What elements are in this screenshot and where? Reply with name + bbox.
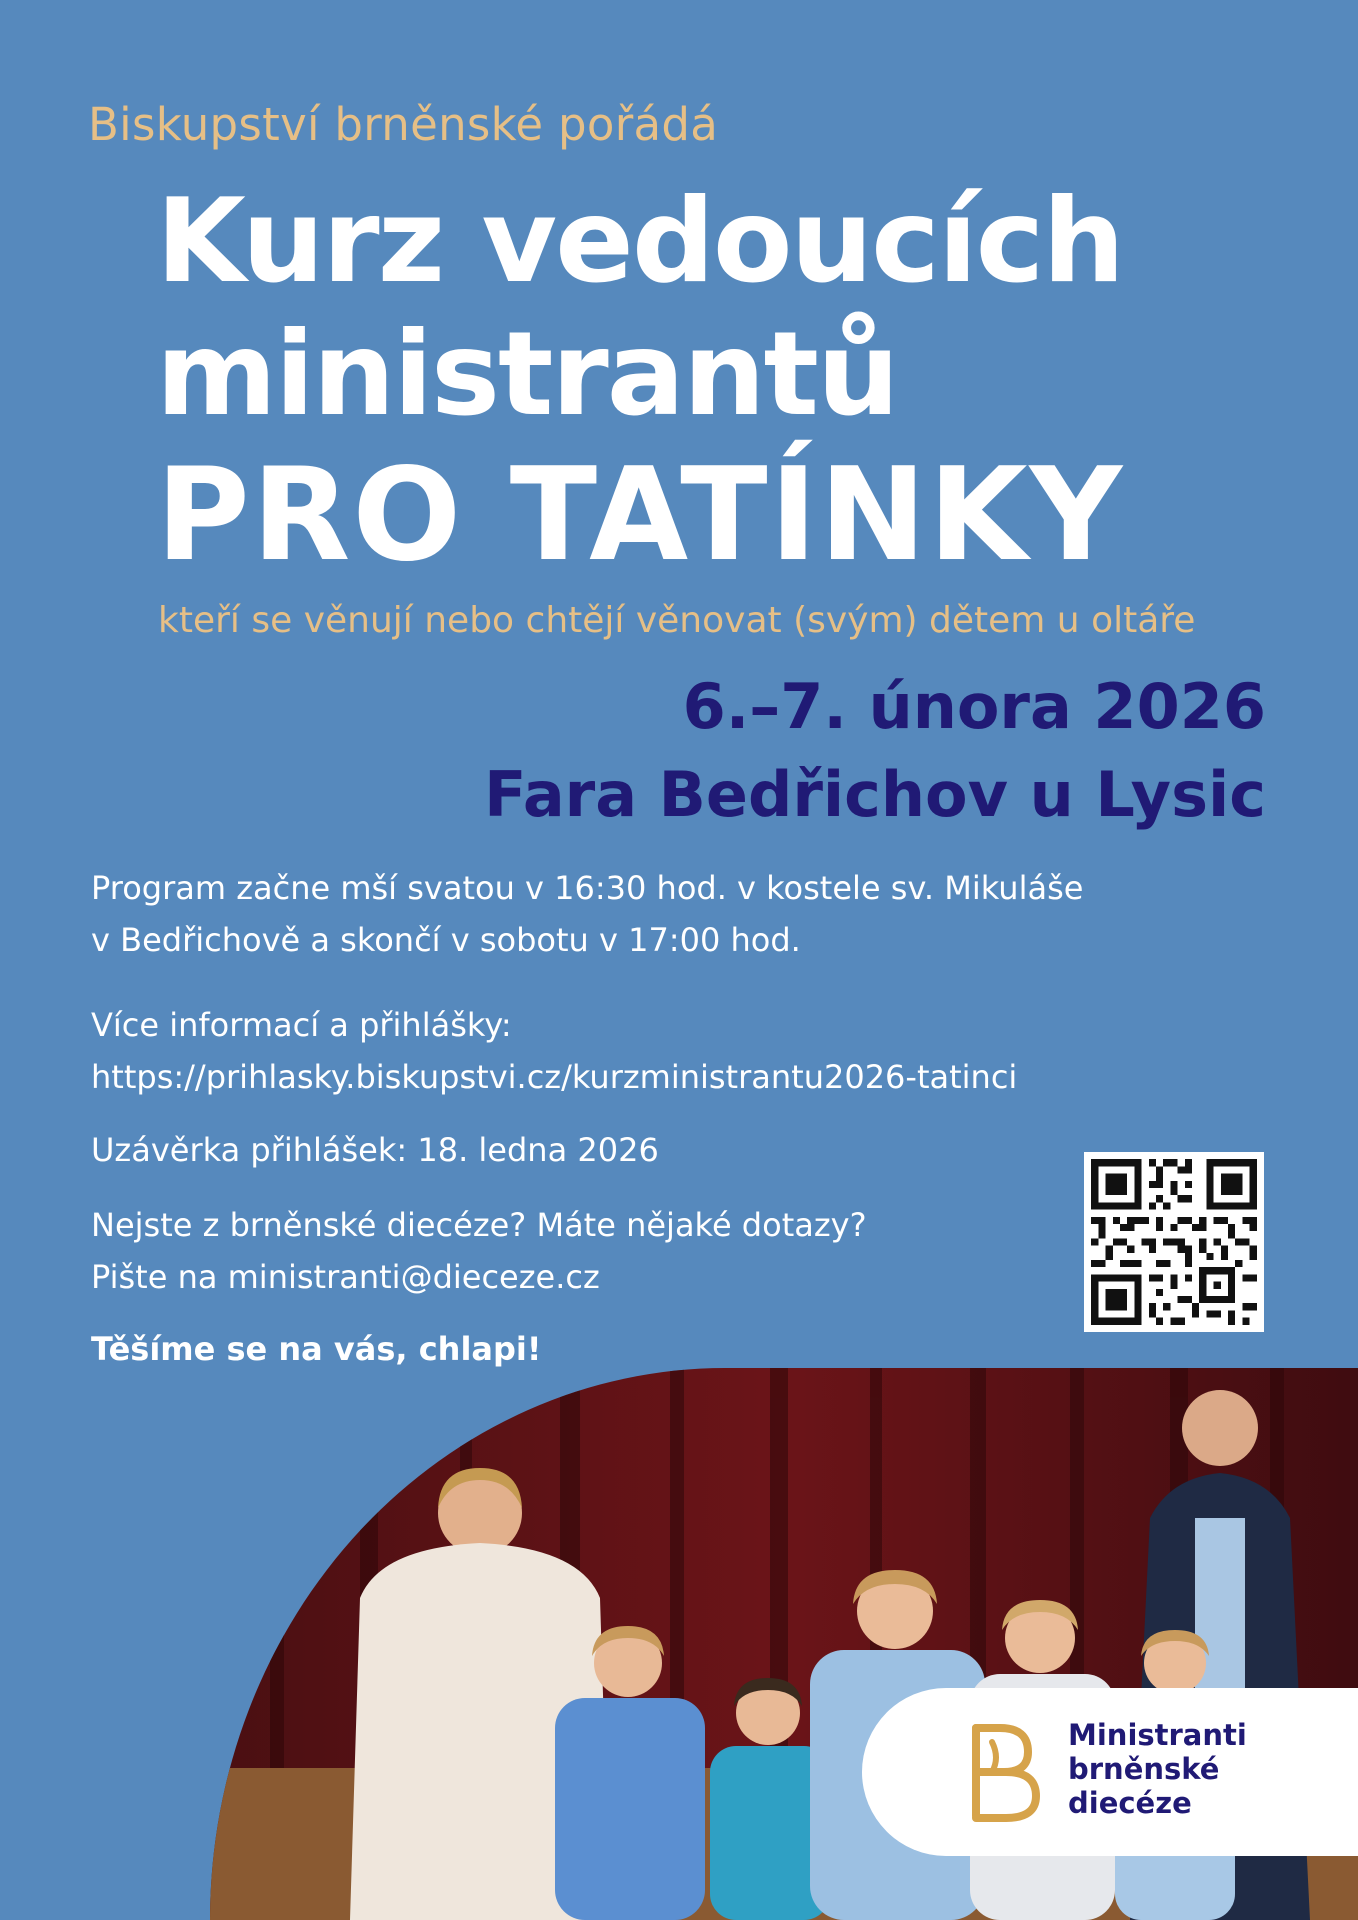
- closing-text: Těšíme se na vás, chlapi!: [91, 1330, 542, 1368]
- contact-info: [91, 1199, 867, 1303]
- contact-line-1: Nejste z brněnské diecéze? Máte nějaké dotazy?: [91, 1206, 867, 1244]
- program-info: [91, 862, 1083, 966]
- logo-line-3: diecéze: [1068, 1786, 1192, 1820]
- event-place: Fara Bedřichov u Lysic: [484, 758, 1266, 831]
- event-date: 6.–7. února 2026: [682, 670, 1266, 743]
- logo-line-1: Ministranti: [1068, 1718, 1247, 1752]
- organizer-text: Biskupství brněnské pořádá: [88, 98, 719, 151]
- logo-line-2: brněnské: [1068, 1752, 1220, 1786]
- title-line-2: ministrantů: [156, 307, 898, 442]
- program-line-1: Program začne mší svatou v 16:30 hod. v kostele sv. Mikuláše: [91, 869, 1084, 907]
- deadline-text: Uzávěrka přihlášek: 18. ledna 2026: [91, 1131, 659, 1169]
- title-line-1: Kurz vedoucích: [156, 174, 1124, 309]
- program-line-2: v Bedřichově a skončí v sobotu v 17:00 hod.: [91, 921, 801, 959]
- contact-line-2[interactable]: Pište na ministranti@dieceze.cz: [91, 1258, 600, 1296]
- qr-code-icon[interactable]: [1084, 1152, 1264, 1332]
- subtitle: kteří se věnují nebo chtějí věnovat (svým) dětem u oltáře: [158, 600, 1196, 641]
- registration-link[interactable]: https://prihlasky.biskupstvi.cz/kurzministrantu2026-tatinci: [91, 1058, 1018, 1096]
- title-line-3: PRO TATÍNKY: [156, 441, 1125, 590]
- registration-label: Více informací a přihlášky:: [91, 1006, 512, 1044]
- registration-info: [91, 999, 1017, 1103]
- ministranti-logo: [862, 1688, 1358, 1856]
- ministranti-logo-icon: [968, 1720, 1040, 1824]
